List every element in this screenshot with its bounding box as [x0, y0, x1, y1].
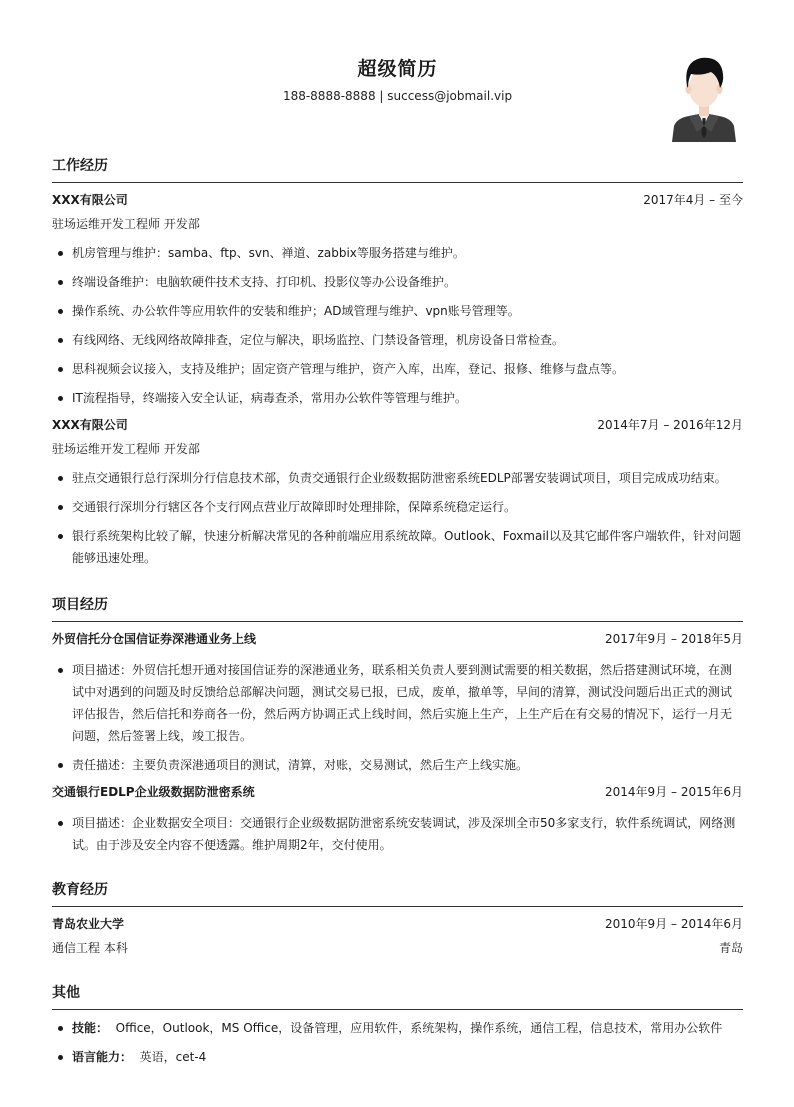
- job-header: [52, 190, 743, 210]
- resume-name: 超级简历: [357, 58, 438, 80]
- project-header: [52, 629, 743, 649]
- section-divider: [52, 906, 743, 907]
- city: 青岛: [718, 941, 743, 955]
- company-name: XXX有限公司: [52, 193, 128, 207]
- other-list: [52, 1017, 743, 1068]
- job-role: 驻场运维开发工程师 开发部: [52, 217, 200, 231]
- job-role: 驻场运维开发工程师 开发部: [52, 442, 200, 456]
- major: 通信工程 本科: [52, 941, 128, 955]
- education-date: 2010年9月 – 2014年6月: [605, 917, 743, 931]
- resume-page: [52, 0, 743, 1107]
- section-divider: [52, 621, 743, 622]
- company-name: XXX有限公司: [52, 418, 128, 432]
- other-section: [52, 982, 743, 1068]
- project-bullet-list: [52, 659, 743, 776]
- job-header: [52, 415, 743, 435]
- education-section: [52, 879, 743, 958]
- list-item: [52, 1046, 743, 1068]
- skills-label: 技能：: [72, 1021, 109, 1035]
- section-title-education: 教育经历: [52, 882, 108, 898]
- list-item: 项目描述：企业数据安全项目：交通银行企业级数据防泄密系统安装调试，涉及深圳全市50多家支行，软件系统调试，网络测试。由于涉及安全内容不便透露。维护周期2年，交付使用。: [52, 812, 743, 856]
- skills-value: Office，Outlook，MS Office，设备管理，应用软件，系统架构，操作系统，通信工程，信息技术，常用办公软件: [115, 1021, 723, 1035]
- contact-info: 188-8888-8888 | success@jobmail.vip: [282, 89, 513, 103]
- job-date: 2017年4月 – 至今: [643, 193, 743, 207]
- work-section: [52, 155, 743, 569]
- section-divider: [52, 182, 743, 183]
- section-title-other: 其他: [52, 985, 80, 1001]
- job-date: 2014年7月 – 2016年12月: [597, 418, 743, 432]
- section-title-work: 工作经历: [52, 158, 108, 174]
- project-date: 2014年9月 – 2015年6月: [605, 785, 743, 799]
- project-name: 交通银行EDLP企业级数据防泄密系统: [52, 785, 255, 799]
- project-name: 外贸信托分仓国信证券深港通业务上线: [52, 632, 257, 646]
- section-divider: [52, 1009, 743, 1010]
- language-label: 语言能力：: [72, 1050, 133, 1064]
- job-bullet-list: [52, 467, 743, 569]
- section-title-projects: 项目经历: [52, 597, 108, 613]
- list-item: 银行系统架构比较了解，快速分析解决常见的各种前端应用系统故障。Outlook、Foxmail以及其它邮件客户端软件，针对问题能够迅速处理。: [52, 525, 743, 569]
- list-item: 终端设备维护：电脑软硬件技术支持、打印机、投影仪等办公设备维护。: [52, 271, 743, 293]
- list-item: 有线网络、无线网络故障排查，定位与解决，职场监控、门禁设备管理，机房设备日常检查。: [52, 329, 743, 351]
- education-detail: [52, 938, 743, 958]
- language-value: 英语，cet-4: [139, 1050, 207, 1064]
- list-item: 机房管理与维护：samba、ftp、svn、禅道、zabbix等服务搭建与维护。: [52, 242, 743, 264]
- list-item: 驻点交通银行总行深圳分行信息技术部，负责交通银行企业级数据防泄密系统EDLP部署安装调试项目，项目完成成功结束。: [52, 467, 743, 489]
- list-item: IT流程指导，终端接入安全认证，病毒查杀，常用办公软件等管理与维护。: [52, 387, 743, 409]
- education-header: [52, 914, 743, 934]
- job-bullet-list: [52, 242, 743, 409]
- list-item: 操作系统、办公软件等应用软件的安装和维护；AD域管理与维护、vpn账号管理等。: [52, 300, 743, 322]
- list-item: 项目描述：外贸信托想开通对接国信证券的深港通业务，联系相关负责人要到测试需要的相关数据，然后搭建测试环境，在测试中对遇到的问题及时反馈给总部解决问题，测试交易已报，已成，废单，撤单等，早间的清算，测试没问题后出正式的测试评估报告，然后信托和券商各一份，然后两方协调正式上线时间，然后实施上生产，上生产后在有交易的情况下，运行一月无问题，然后签署上线，竣工报告。: [52, 659, 743, 747]
- list-item: 交通银行深圳分行辖区各个支行网点营业厅故障即时处理排除，保障系统稳定运行。: [52, 496, 743, 518]
- project-date: 2017年9月 – 2018年5月: [605, 632, 743, 646]
- list-item: 思科视频会议接入，支持及维护；固定资产管理与维护，资产入库，出库，登记、报修、维修与盘点等。: [52, 358, 743, 380]
- school-name: 青岛农业大学: [52, 917, 125, 931]
- project-section: [52, 594, 743, 856]
- project-header: [52, 782, 743, 802]
- list-item: 责任描述：主要负责深港通项目的测试，清算，对账，交易测试，然后生产上线实施。: [52, 754, 743, 776]
- project-bullet-list: [52, 812, 743, 856]
- avatar: [669, 52, 739, 142]
- list-item: [52, 1017, 743, 1039]
